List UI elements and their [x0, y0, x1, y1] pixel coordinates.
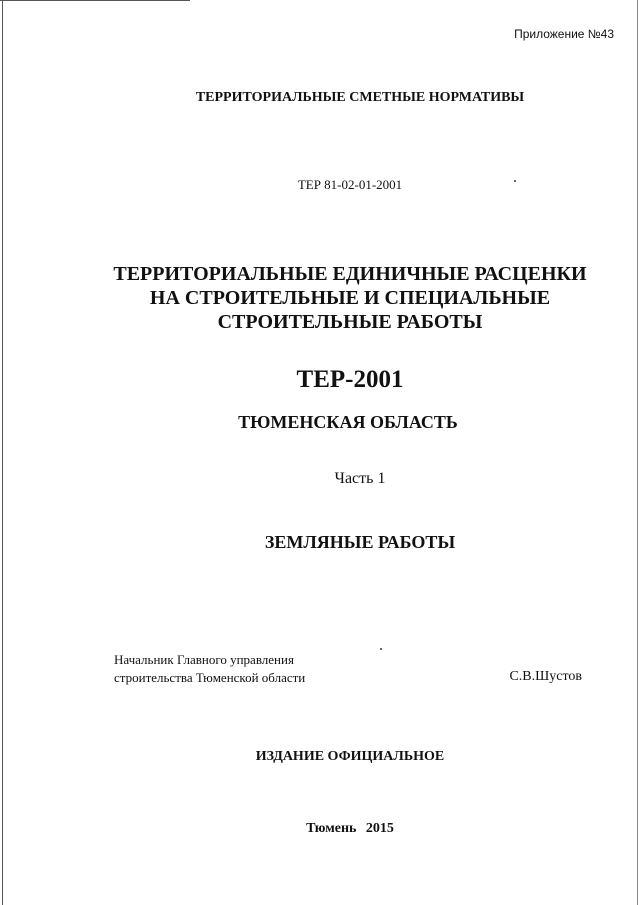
- region-name: ТЮМЕНСКАЯ ОБЛАСТЬ: [238, 412, 458, 432]
- city-year: Тюмень 2015: [306, 821, 394, 836]
- title-line-1: ТЕРРИТОРИАЛЬНЫЕ ЕДИНИЧНЫЕ РАСЦЕНКИ: [113, 263, 587, 285]
- appendix-label: Приложение №43: [514, 27, 614, 41]
- signatory-line-2: строительства Тюменской области: [114, 670, 306, 685]
- scan-edge-right: [637, 0, 638, 905]
- title-line-3: СТРОИТЕЛЬНЫЕ РАБОТЫ: [217, 311, 483, 333]
- part-number: Часть 1: [334, 470, 386, 487]
- ter-label: ТЕР-2001: [296, 366, 404, 393]
- scan-speck: [380, 648, 382, 650]
- document-title: [30, 262, 640, 334]
- scan-edge-left: [2, 0, 3, 905]
- scan-edge-top: [0, 0, 190, 1]
- edition-label: ИЗДАНИЕ ОФИЦИАЛЬНОЕ: [255, 749, 445, 764]
- signatory-position: [114, 651, 305, 687]
- signatory-line-1: Начальник Главного управления: [114, 652, 294, 667]
- document-header: ТЕРРИТОРИАЛЬНЫЕ СМЕТНЫЕ НОРМАТИВЫ: [195, 90, 525, 105]
- scan-speck: [514, 180, 516, 182]
- document-code: ТЕР 81-02-01-2001: [297, 177, 403, 192]
- section-title: ЗЕМЛЯНЫЕ РАБОТЫ: [264, 532, 456, 552]
- signer-name: С.В.Шустов: [509, 669, 582, 684]
- title-line-2: НА СТРОИТЕЛЬНЫЕ И СПЕЦИАЛЬНЫЕ: [149, 287, 551, 309]
